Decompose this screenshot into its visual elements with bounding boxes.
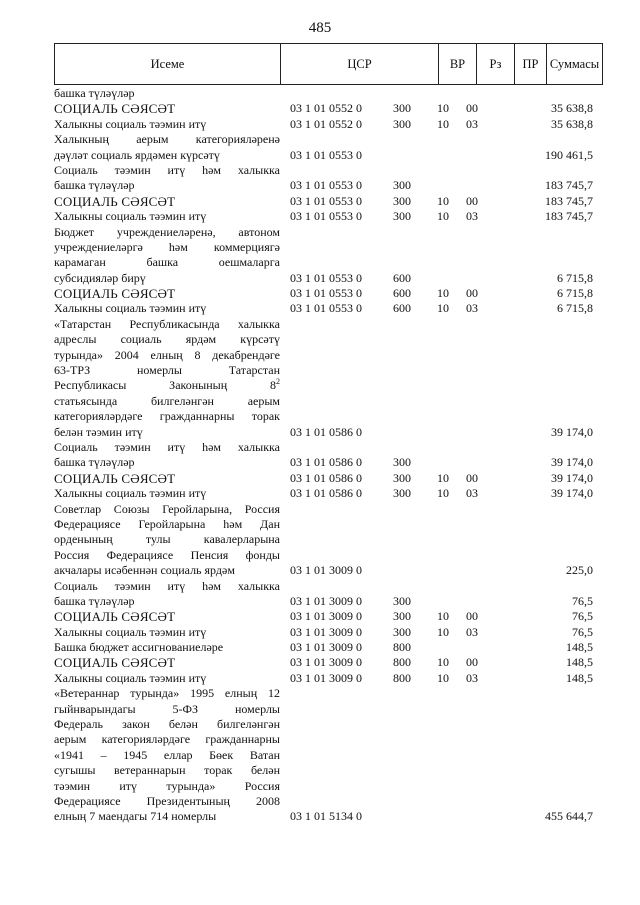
row-pr: 03 [466,624,478,639]
row-sum: 183 745,7 [545,209,593,224]
row-name-line: Россия Федерациясе Пенсия фонды [54,547,280,562]
row-sum: 183 745,7 [545,193,593,208]
row-pr: 00 [466,655,478,670]
row-sum: 6 715,8 [557,270,593,285]
row-name-line: категорияләрдәге гражданнарны торак [54,409,280,424]
row-rz: 10 [437,624,449,639]
row-name-line: башка түләүләр [54,455,135,470]
row-vr: 300 [393,624,411,639]
row-vr: 800 [393,655,411,670]
row-csr: 03 1 01 5134 0 [290,809,362,824]
header-csr: ЦСР [281,44,439,84]
row-name-line: Социаль тәэмин итү һәм халыкка [54,162,280,177]
row-pr: 00 [466,470,478,485]
row-pr: 03 [466,116,478,131]
row-csr: 03 1 01 0553 0 [290,193,362,208]
row-sum: 76,5 [572,624,593,639]
row-vr: 600 [393,286,411,301]
header-vr: ВР [439,44,477,84]
row-csr: 03 1 01 0586 0 [290,486,362,501]
table-body [54,86,603,825]
row-csr: 03 1 01 3009 0 [290,563,362,578]
row-vr: 300 [393,116,411,131]
table-row [54,609,603,624]
row-sum: 183 745,7 [545,178,593,193]
row-rz: 10 [437,470,449,485]
row-rz: 10 [437,486,449,501]
table-row [54,163,603,194]
table-row [54,625,603,640]
row-name-line: учреждениеләргә һәм коммерциягә [54,239,280,254]
row-csr: 03 1 01 0553 0 [290,147,362,162]
row-name-line: Советлар Союзы Геройларына, Россия [54,501,280,516]
row-csr: 03 1 01 0586 0 [290,424,362,439]
row-vr: 800 [393,670,411,685]
table-row [54,317,603,440]
page-number: 485 [308,20,332,36]
header-sum: Суммасы [549,57,600,71]
row-csr: 03 1 01 0553 0 [290,270,362,285]
row-name-line: елның 7 маендагы 714 номерлы [54,809,217,824]
row-rz: 10 [437,609,449,624]
row-name-line: турында» 2004 елның 8 декабрендәге [54,347,280,362]
row-name-line: аерым категорияләрдәге гражданнарны [54,732,280,747]
row-name-line: СОЦИАЛЬ СӘЯСӘТ [54,101,176,117]
row-name-line: Республикасы Законының $8^2$ [54,378,280,393]
row-name-line: гыйнварындагы 5-ФЗ номерлы [54,701,280,716]
row-vr: 300 [393,209,411,224]
row-name-line: Социаль тәэмин итү һәм халыкка [54,578,280,593]
row-pr: 00 [466,193,478,208]
table-row [54,117,603,132]
row-sum: 6 715,8 [557,301,593,316]
row-sum: 39 174,0 [551,424,593,439]
row-name-line: тәэмин итү турында» Россия [54,778,280,793]
row-name-line: башка түләүләр [54,86,135,100]
row-name-line: карамаган башка оешмаларга [54,255,280,270]
table-row [54,579,603,610]
table-row [54,101,603,116]
row-sum: 6 715,8 [557,286,593,301]
row-name-line: Федерациясе Геройларына һәм Дан [54,516,280,531]
row-vr: 600 [393,301,411,316]
table-row [54,209,603,224]
row-sum: 39 174,0 [551,486,593,501]
table-row [54,194,603,209]
row-name [54,317,280,440]
table-header [54,43,603,85]
row-csr: 03 1 01 0553 0 [290,286,362,301]
row-pr: 03 [466,301,478,316]
table-row [54,225,603,287]
row-name-line: дәүләт социаль ярдәмен күрсәтү [54,147,220,162]
row-name-line: башка түләүләр [54,593,135,608]
row-vr: 300 [393,193,411,208]
row-name-line: Халыкның аерым категорияләренә [54,132,280,147]
row-csr: 03 1 01 3009 0 [290,593,362,608]
row-name-line: «Ветераннар турында» 1995 елның 12 [54,686,280,701]
row-vr: 600 [393,270,411,285]
row-name-line: Халыкны социаль тәэмин итү [54,624,207,639]
table-row [54,132,603,163]
row-vr: 300 [393,470,411,485]
row-vr: 300 [393,178,411,193]
row-pr: 03 [466,486,478,501]
row-sum: 225,0 [566,563,593,578]
row-name-line: башка түләүләр [54,178,135,193]
row-name-line: СОЦИАЛЬ СӘЯСӘТ [54,193,176,209]
row-name-line: Башка бюджет ассигнованиеләре [54,640,224,655]
row-vr: 300 [393,486,411,501]
row-sum: 148,5 [566,670,593,685]
row-pr: 03 [466,670,478,685]
table-row [54,301,603,316]
header-rz: Рз [477,44,515,84]
row-name-line: СОЦИАЛЬ СӘЯСӘТ [54,655,176,671]
row-csr: 03 1 01 3009 0 [290,655,362,670]
row-name-line: Социаль тәэмин итү һәм халыкка [54,439,280,454]
row-rz: 10 [437,670,449,685]
row-name-line: СОЦИАЛЬ СӘЯСӘТ [54,286,176,302]
row-name-line: сугышы ветераннарын торак белән [54,763,280,778]
row-name-line: 63-ТРЗ номерлы Татарстан [54,363,280,378]
row-csr: 03 1 01 3009 0 [290,609,362,624]
row-pr: 00 [466,286,478,301]
row-name-line: Халыкны социаль тәэмин итү [54,486,207,501]
row-csr: 03 1 01 0552 0 [290,101,362,116]
row-name-line: Халыкны социаль тәэмин итү [54,301,207,316]
row-rz: 10 [437,116,449,131]
row-vr: 300 [393,101,411,116]
row-csr: 03 1 01 3009 0 [290,624,362,639]
row-vr: 800 [393,640,411,655]
table-row [54,440,603,471]
row-name-line: СОЦИАЛЬ СӘЯСӘТ [54,470,176,486]
row-csr: 03 1 01 0586 0 [290,470,362,485]
row-pr: 00 [466,101,478,116]
row-name-line: Федераль закон белән билгеләнгән [54,717,280,732]
row-sum: 39 174,0 [551,455,593,470]
table-row [54,655,603,670]
table-row [54,640,603,655]
row-csr: 03 1 01 0553 0 [290,178,362,193]
row-rz: 10 [437,301,449,316]
row-sum: 148,5 [566,655,593,670]
row-rz: 10 [437,193,449,208]
row-csr: 03 1 01 0586 0 [290,455,362,470]
table-row [54,671,603,686]
row-name-line: СОЦИАЛЬ СӘЯСӘТ [54,609,176,625]
row-name-line: субсидияләр бирү [54,270,146,285]
row-rz: 10 [437,209,449,224]
row-sum: 39 174,0 [551,470,593,485]
table-row [54,471,603,486]
header-pr: ПР [515,44,547,84]
row-name-line: Халыкны социаль тәэмин итү [54,670,207,685]
row-sum: 35 638,8 [551,116,593,131]
row-rz: 10 [437,286,449,301]
table-row [54,86,603,101]
row-csr: 03 1 01 0552 0 [290,116,362,131]
row-pr: 03 [466,209,478,224]
table-row [54,286,603,301]
row-rz: 10 [437,101,449,116]
row-name-line: статьясында билгеләнгән аерым [54,393,280,408]
row-name-line: Халыкны социаль тәэмин итү [54,116,207,131]
row-csr: 03 1 01 0553 0 [290,301,362,316]
row-sum: 455 644,7 [545,809,593,824]
row-csr: 03 1 01 3009 0 [290,640,362,655]
row-sum: 148,5 [566,640,593,655]
row-vr: 300 [393,609,411,624]
row-csr: 03 1 01 0553 0 [290,209,362,224]
row-name [54,686,280,825]
header-name: Исеме [55,44,281,84]
row-name-line: адреслы социаль ярдәм күрсәтү [54,332,280,347]
table-row [54,486,603,501]
table-row [54,502,603,579]
row-rz: 10 [437,655,449,670]
row-name-line: белән тәэмин итү [54,424,143,439]
row-name-line: «Татарстан Республикасында халыкка [54,316,280,331]
row-vr: 300 [393,455,411,470]
row-name-line: Халыкны социаль тәэмин итү [54,209,207,224]
row-sum: 35 638,8 [551,101,593,116]
table-row [54,686,603,825]
row-name-line: Бюджет учреждениеләренә, автоном [54,224,280,239]
row-csr: 03 1 01 3009 0 [290,670,362,685]
row-sum: 76,5 [572,609,593,624]
row-name-line: акчалары исәбеннән социаль ярдәм [54,563,235,578]
row-vr: 300 [393,593,411,608]
row-name-line: орденының тулы кавалерларына [54,532,280,547]
row-sum: 190 461,5 [545,147,593,162]
row-name-line: Федерациясе Президентының 2008 [54,793,280,808]
row-sum: 76,5 [572,593,593,608]
row-name-line: «1941 – 1945 еллар Бөек Ватан [54,747,280,762]
row-pr: 00 [466,609,478,624]
